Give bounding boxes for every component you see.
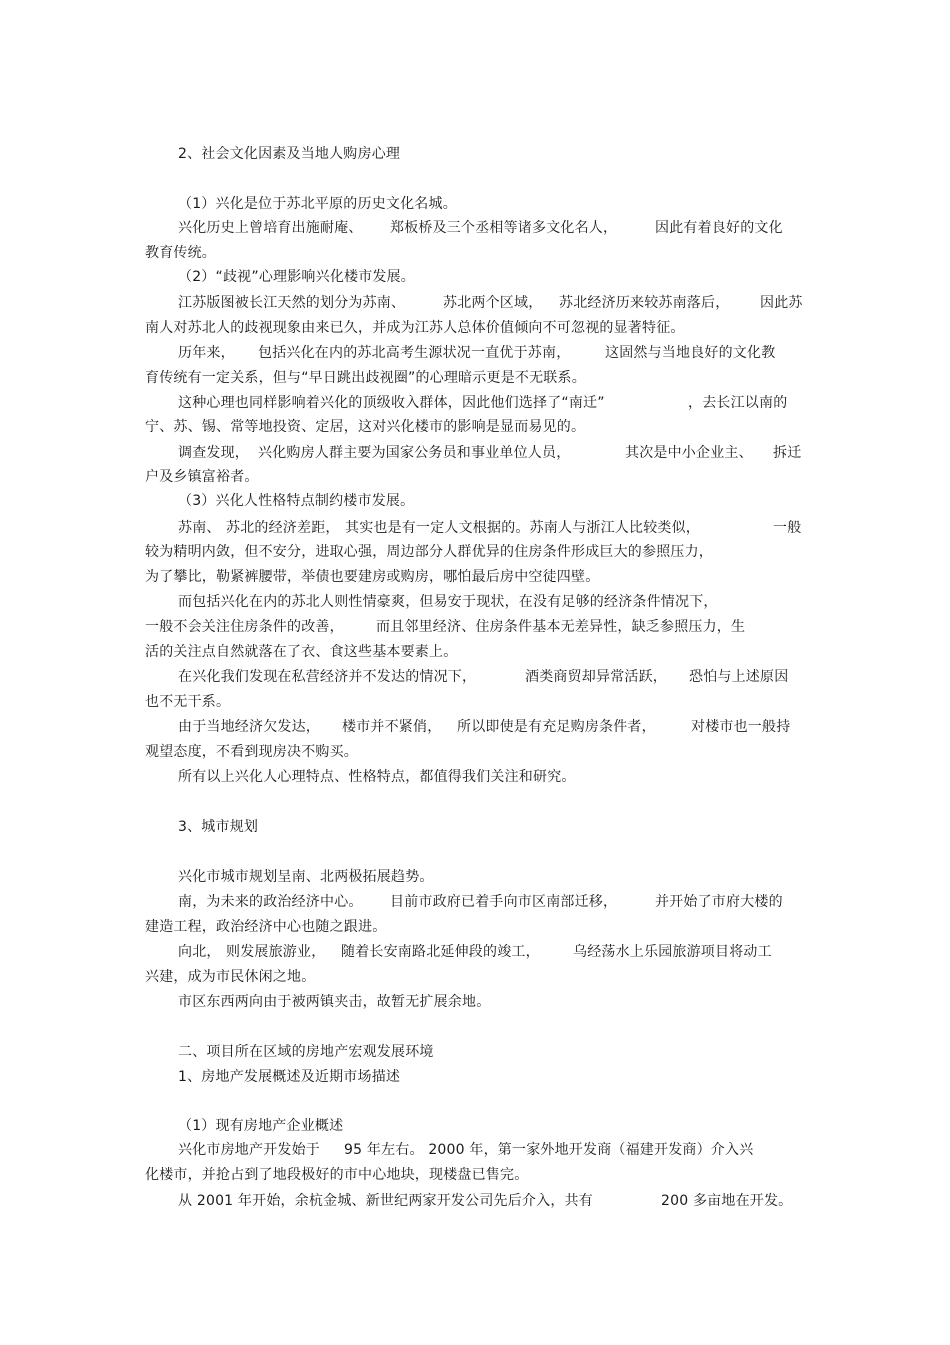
text-segment: （3）兴化人性格特点制约楼市发展。 <box>178 493 415 509</box>
text-segment: 活的关注点自然就落在了衣、食这些基本要素上。 <box>145 644 458 660</box>
paragraph-line <box>145 743 358 761</box>
text-segment: 南人对苏北人的歧视现象由来已久，并成为江苏人总体价值倾向不可忽视的显著特征。 <box>145 320 685 336</box>
text-segment: 200 多亩地在开发。 <box>661 1193 793 1209</box>
text-segment: 这固然与当地良好的文化教 <box>605 345 776 361</box>
text-segment: 向北， <box>178 944 221 960</box>
text-segment: 恐怕与上述原因 <box>689 669 789 685</box>
text-segment: 随着长安南路北延伸段的竣工， <box>341 944 540 960</box>
paragraph-line <box>145 693 230 711</box>
text-segment: 1、房地产发展概述及近期市场描述 <box>178 1069 401 1085</box>
text-segment: 苏南、 <box>178 520 221 536</box>
text-segment: 户及乡镇富裕者。 <box>145 469 259 485</box>
text-segment: 因此苏 <box>760 295 803 311</box>
text-segment: 3、城市规划 <box>178 819 259 835</box>
text-segment: 所有以上兴化人心理特点、性格特点，都值得我们关注和研究。 <box>178 769 576 785</box>
paragraph-line <box>145 244 216 262</box>
paragraph-line <box>178 593 718 611</box>
section-heading <box>178 818 258 836</box>
text-segment: 兴建，成为市民休闲之地。 <box>145 969 316 985</box>
text-segment: 宁、苏、锡、常等地投资、定居，这对兴化楼市的影响是显而易见的。 <box>145 419 586 435</box>
paragraph-line <box>145 319 685 337</box>
text-segment: 包括兴化在内的苏北高考生源状况一直优于苏南， <box>258 345 571 361</box>
paragraph-line <box>145 568 599 586</box>
text-segment: 乌经荡水上乐园旅游项目将动工 <box>573 944 772 960</box>
text-segment: 其实也是有一定人文根据的。苏南人与浙江人比较类似， <box>345 520 700 536</box>
text-segment: 一般不会关注住房条件的改善， <box>145 619 344 635</box>
text-segment: 较为精明内敛，但不安分，进取心强，周边部分人群优异的住房条件形成巨大的参照压力， <box>145 544 713 560</box>
text-segment: 一般 <box>773 520 802 536</box>
text-segment: 目前市政府已着手向市区南部迁移， <box>390 894 618 910</box>
paragraph-line <box>178 993 490 1011</box>
text-segment: 江苏版图被长江天然的划分为苏南、 <box>178 295 406 311</box>
text-segment: 苏北两个区域， <box>443 295 543 311</box>
text-segment: 拆迁 <box>773 445 802 461</box>
paragraph-line <box>145 468 259 486</box>
subsection-heading <box>178 195 457 213</box>
text-segment: （1）现有房地产企业概述 <box>178 1118 344 1134</box>
text-segment: 二、项目所在区域的房地产宏观发展环境 <box>178 1044 434 1060</box>
text-segment: 教育传统。 <box>145 245 216 261</box>
text-segment: 2、社会文化因素及当地人购房心理 <box>178 146 401 162</box>
text-segment: 而且邻里经济、住房条件基本无差异性，缺乏参照压力，生 <box>376 619 746 635</box>
text-segment: 化楼市，并抢占到了地段极好的市中心地块，现楼盘已售完。 <box>145 1167 529 1183</box>
text-segment: 调查发现， <box>178 445 249 461</box>
text-segment: （1）兴化是位于苏北平原的历史文化名城。 <box>178 196 457 212</box>
text-segment: 苏北的经济差距， <box>226 520 340 536</box>
subsection-heading <box>178 492 414 510</box>
text-segment: 其次是中小企业主、 <box>625 445 753 461</box>
text-segment: 则发展旅游业， <box>226 944 326 960</box>
paragraph-line <box>178 768 576 786</box>
paragraph-line <box>145 968 315 986</box>
subsection-heading <box>178 1117 343 1135</box>
text-segment: （2）“歧视”心理影响兴化楼市发展。 <box>178 269 416 285</box>
text-segment: 并开始了市府大楼的 <box>655 894 783 910</box>
chapter-heading <box>178 1043 434 1061</box>
text-segment: 酒类商贸却异常活跃， <box>525 669 667 685</box>
text-segment: 观望态度，不看到现房决不购买。 <box>145 744 358 760</box>
text-segment: 在兴化我们发现在私营经济并不发达的情况下， <box>178 669 477 685</box>
paragraph-line <box>145 918 386 936</box>
text-segment: 郑板桥及三个丞相等诸多文化名人， <box>390 220 618 236</box>
text-segment: 由于当地经济欠发达， <box>178 719 320 735</box>
text-segment: 兴化历史上曾培育出施耐庵、 <box>178 220 363 236</box>
paragraph-line <box>145 543 713 561</box>
text-segment: 对楼市也一般持 <box>691 719 791 735</box>
paragraph-line <box>178 868 434 886</box>
paragraph-line <box>145 1166 528 1184</box>
text-segment: 这种心理也同样影响着兴化的顶级收入群体，因此他们选择了“南迁” <box>178 395 605 411</box>
subsection-heading <box>178 268 415 286</box>
text-segment: 建造工程，政治经济中心也随之跟进。 <box>145 919 387 935</box>
paragraph-line <box>145 418 585 436</box>
text-segment: 兴化购房人群主要为国家公务员和事业单位人员， <box>258 445 571 461</box>
paragraph-line <box>145 369 586 387</box>
text-segment: 因此有着良好的文化 <box>655 220 783 236</box>
text-segment: 历年来， <box>178 345 235 361</box>
text-segment: 也不无干系。 <box>145 694 231 710</box>
paragraph-line <box>145 643 457 661</box>
text-segment: 而包括兴化在内的苏北人则性情豪爽，但易安于现状，在没有足够的经济条件情况下， <box>178 594 718 610</box>
text-segment: 95 年左右。 2000 年，第一家外地开发商（福建开发商）介入兴 <box>344 1142 754 1158</box>
text-segment: 楼市并不紧俏， <box>342 719 442 735</box>
text-segment: 兴化市房地产开发始于 <box>178 1142 320 1158</box>
text-segment: 为了攀比，勒紧裤腰带，举债也要建房或购房，哪怕最后房中空徒四壁。 <box>145 569 600 585</box>
text-segment: 兴化市城市规划呈南、北两极拓展趋势。 <box>178 869 434 885</box>
text-segment: ，去长江以南的 <box>688 395 788 411</box>
section-heading <box>178 145 400 163</box>
text-segment: 育传统有一定关系，但与“早日跳出歧视圈”的心理暗示更是不无联系。 <box>145 370 586 386</box>
text-segment: 所以即使是有充足购房条件者， <box>457 719 656 735</box>
text-segment: 苏北经济历来较苏南落后， <box>559 295 730 311</box>
text-segment: 市区东西两向由于被两镇夹击，故暂无扩展余地。 <box>178 994 491 1010</box>
text-segment: 南，为未来的政治经济中心。 <box>178 894 363 910</box>
section-heading <box>178 1068 400 1086</box>
text-segment: 从 2001 年开始，余杭金城、新世纪两家开发公司先后介入，共有 <box>178 1193 593 1209</box>
